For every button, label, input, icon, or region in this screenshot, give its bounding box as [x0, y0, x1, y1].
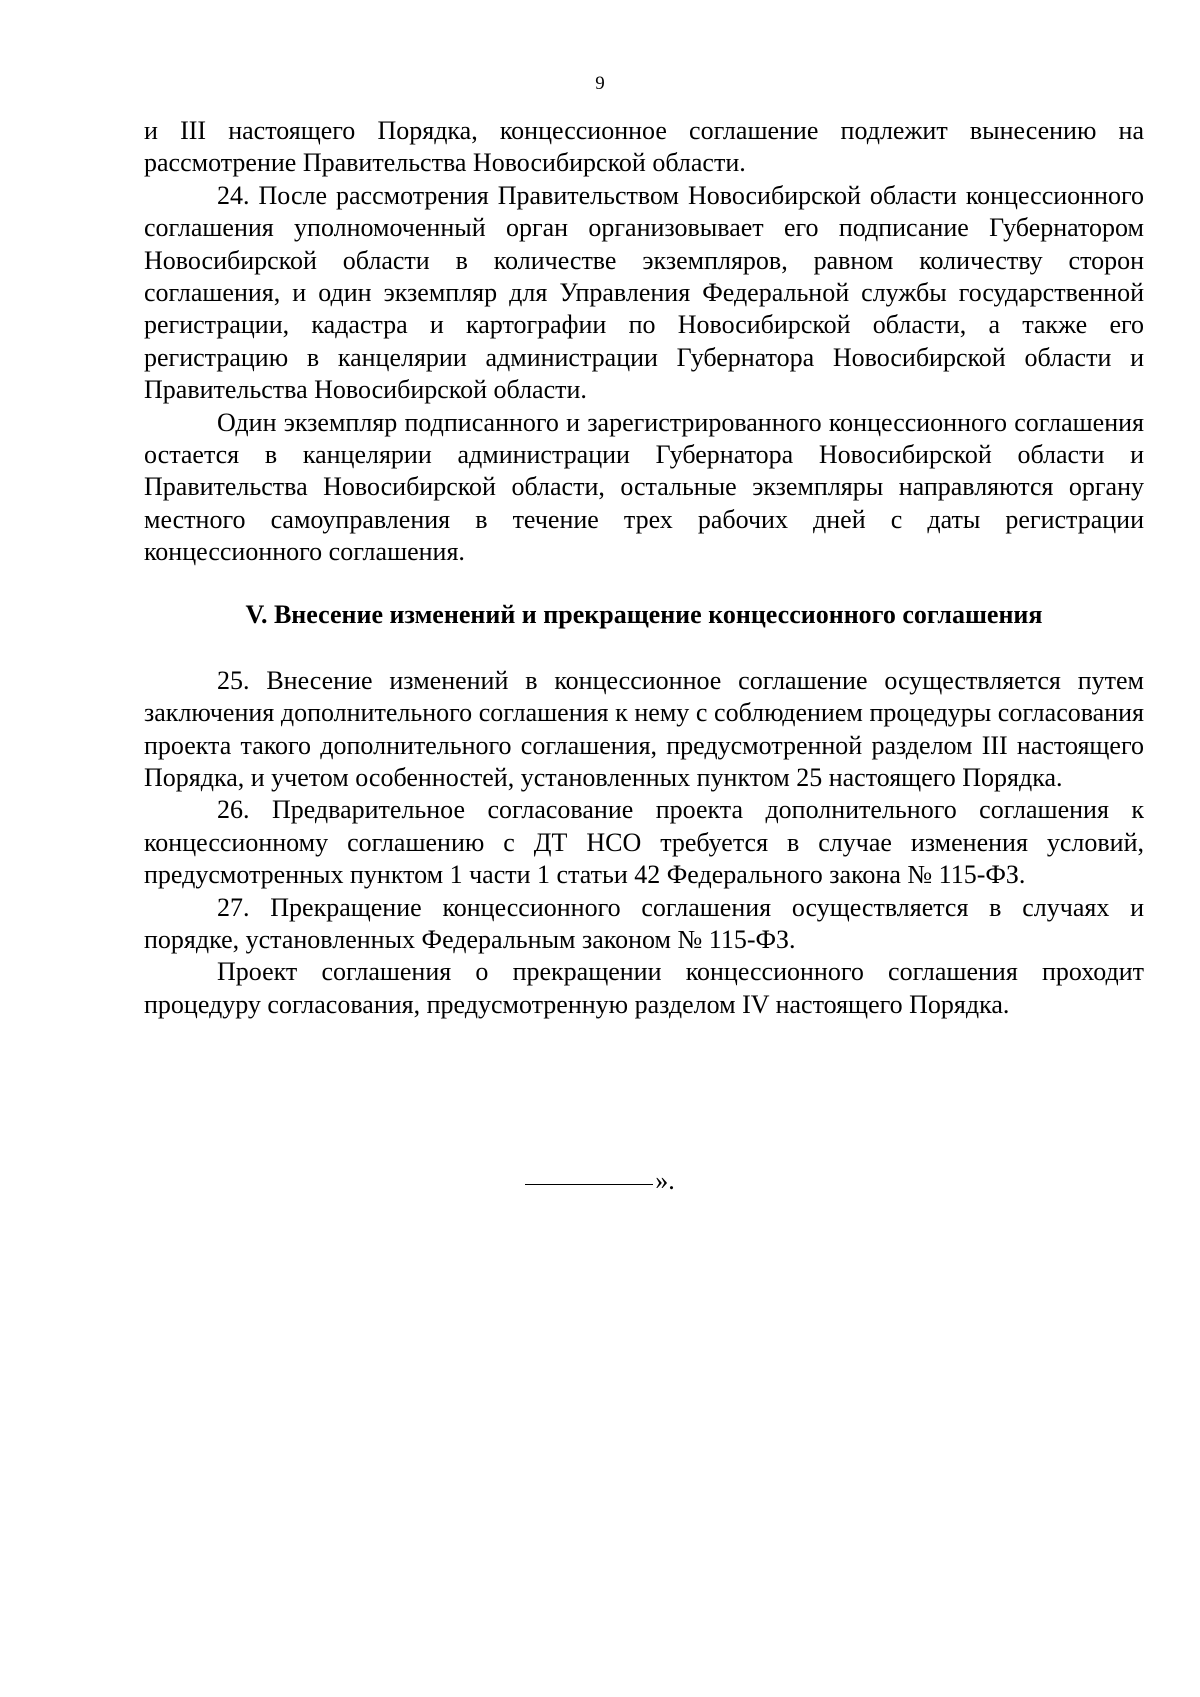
paragraph-copy-distribution: Один экземпляр подписанного и зарегистрированного концессионного соглашения остается в канцелярии администрации Губернатора Новосибирской области и Правительства Новосибирской области, остальные экземпляры направляются органу местного самоуправления в течение трех рабочих дней с даты регистрации концессионного соглашения.: [144, 407, 1144, 567]
paragraph-item-24: 24. После рассмотрения Правительством Новосибирской области концессионного соглашения уполномоченный орган организовывает его подписание Губернатором Новосибирской области в количестве экземпляров, равном количеству сторон соглашения, и один экземпляр для Управления Федеральной службы государственной регистрации, кадастра и картографии по Новосибирской области, а также его регистрацию в канцелярии администрации Губернатора Новосибирской области и Правительства Новосибирской области.: [144, 180, 1144, 405]
paragraph-item-27: 27. Прекращение концессионного соглашения осуществляется в случаях и порядке, установленных Федеральным законом № 115-ФЗ.: [144, 892, 1144, 954]
paragraph-termination-project: Проект соглашения о прекращении концессионного соглашения проходит процедуру согласования, предусмотренную разделом IV настоящего Порядка.: [144, 957, 1144, 1019]
section-heading: V. Внесение изменений и прекращение концессионного соглашения: [245, 599, 1043, 629]
closing-quote-mark: ».: [655, 1166, 675, 1195]
page-number: 9: [595, 73, 605, 94]
paragraph-continuation: и III настоящего Порядка, концессионное соглашение подлежит вынесению на рассмотрение Правительства Новосибирской области.: [144, 116, 1144, 178]
closing-line: [0, 1162, 1200, 1197]
closing-underline: [525, 1158, 653, 1185]
paragraph-item-25: 25. Внесение изменений в концессионное соглашение осуществляется путем заключения дополнительного соглашения к нему с соблюдением процедуры согласования проекта такого дополнительного соглашения, предусмотренной разделом III настоящего Порядка, и учетом особенностей, установленных пунктом 25 настоящего Порядка.: [144, 665, 1144, 792]
paragraph-item-26: 26. Предварительное согласование проекта дополнительного соглашения к концессионному соглашению с ДТ НСО требуется в случае изменения условий, предусмотренных пунктом 1 части 1 статьи 42 Федерального закона № 115-ФЗ.: [144, 795, 1144, 890]
document-body: [144, 115, 1144, 1021]
